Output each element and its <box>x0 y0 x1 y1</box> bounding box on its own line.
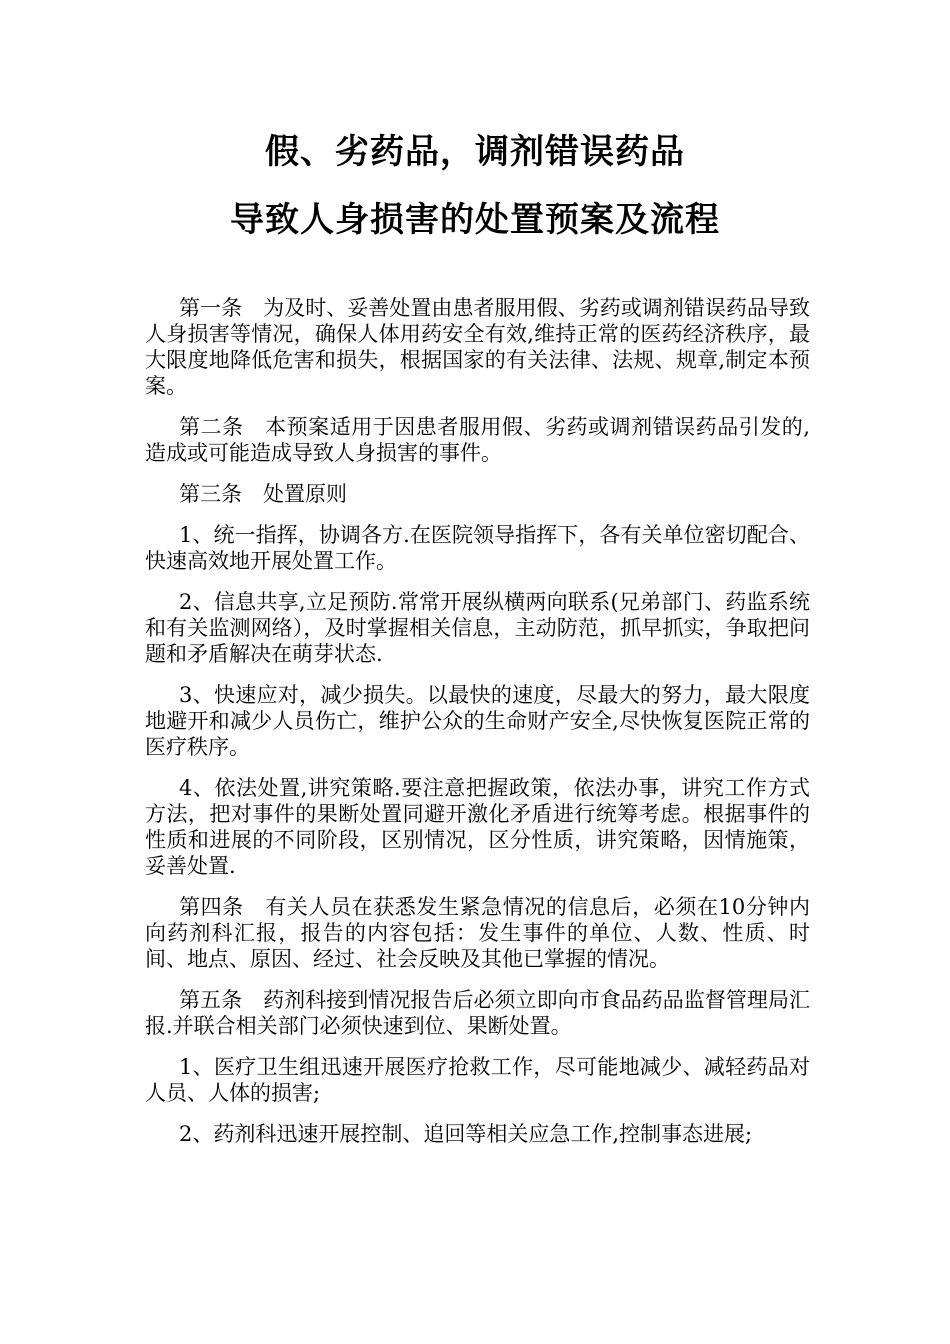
principle-4-paragraph: 4、依法处置,讲究策略.要注意把握政策，依法办事，讲究工作方式方法，把对事件的果断处置同避开激化矛盾进行统筹考虑。根据事件的性质和进展的不同阶段，区别情况，区分性质，讲究策略，因情施策，妥善处置. <box>145 776 810 878</box>
principle-2-paragraph: 2、信息共享,立足预防.常常开展纵横两向联系(兄弟部门、药监系统和有关监测网络），及时掌握相关信息，主动防范，抓早抓实，争取把问题和矛盾解决在萌芽状态. <box>145 590 810 666</box>
document-body <box>145 295 810 1162</box>
principle-1-paragraph: 1、统一指挥，协调各方.在医院领导指挥下，各有关单位密切配合、快速高效地开展处置工作。 <box>145 523 810 573</box>
article-2-paragraph: 第二条 本预案适用于因患者服用假、劣药或调剂错误药品引发的,造成或可能造成导致人身损害的事件。 <box>145 415 810 465</box>
article-1-paragraph: 第一条 为及时、妥善处置由患者服用假、劣药或调剂错误药品导致人身损害等情况，确保人体用药安全有效,维持正常的医药经济秩序，最大限度地降低危害和损失，根据国家的有关法律、法规、规章,制定本预案。 <box>145 296 810 398</box>
document-title-line-2: 导致人身损害的处置预案及流程 <box>230 200 720 240</box>
measure-2-paragraph: 2、药剂科迅速开展控制、追回等相关应急工作,控制事态进展; <box>179 1122 753 1146</box>
principle-3-paragraph: 3、快速应对，减少损失。以最快的速度，尽最大的努力，最大限度地避开和减少人员伤亡，维护公众的生命财产安全,尽快恢复医院正常的医疗秩序。 <box>145 683 810 759</box>
article-5-paragraph: 第五条 药剂科接到情况报告后必须立即向市食品药品监督管理局汇报.并联合相关部门必须快速到位、果断处置。 <box>145 988 810 1038</box>
measure-1-paragraph: 1、医疗卫生组迅速开展医疗抢救工作，尽可能地减少、减轻药品对人员、人体的损害; <box>145 1055 810 1105</box>
article-4-paragraph: 第四条 有关人员在获悉发生紧急情况的信息后，必须在10分钟内向药剂科汇报，报告的内容包括：发生事件的单位、人数、性质、时间、地点、原因、经过、社会反映及其他已掌握的情况。 <box>145 895 810 971</box>
article-3-heading: 第三条 处置原则 <box>179 482 347 506</box>
document-title-line-1: 假、劣药品，调剂错误药品 <box>265 132 685 172</box>
